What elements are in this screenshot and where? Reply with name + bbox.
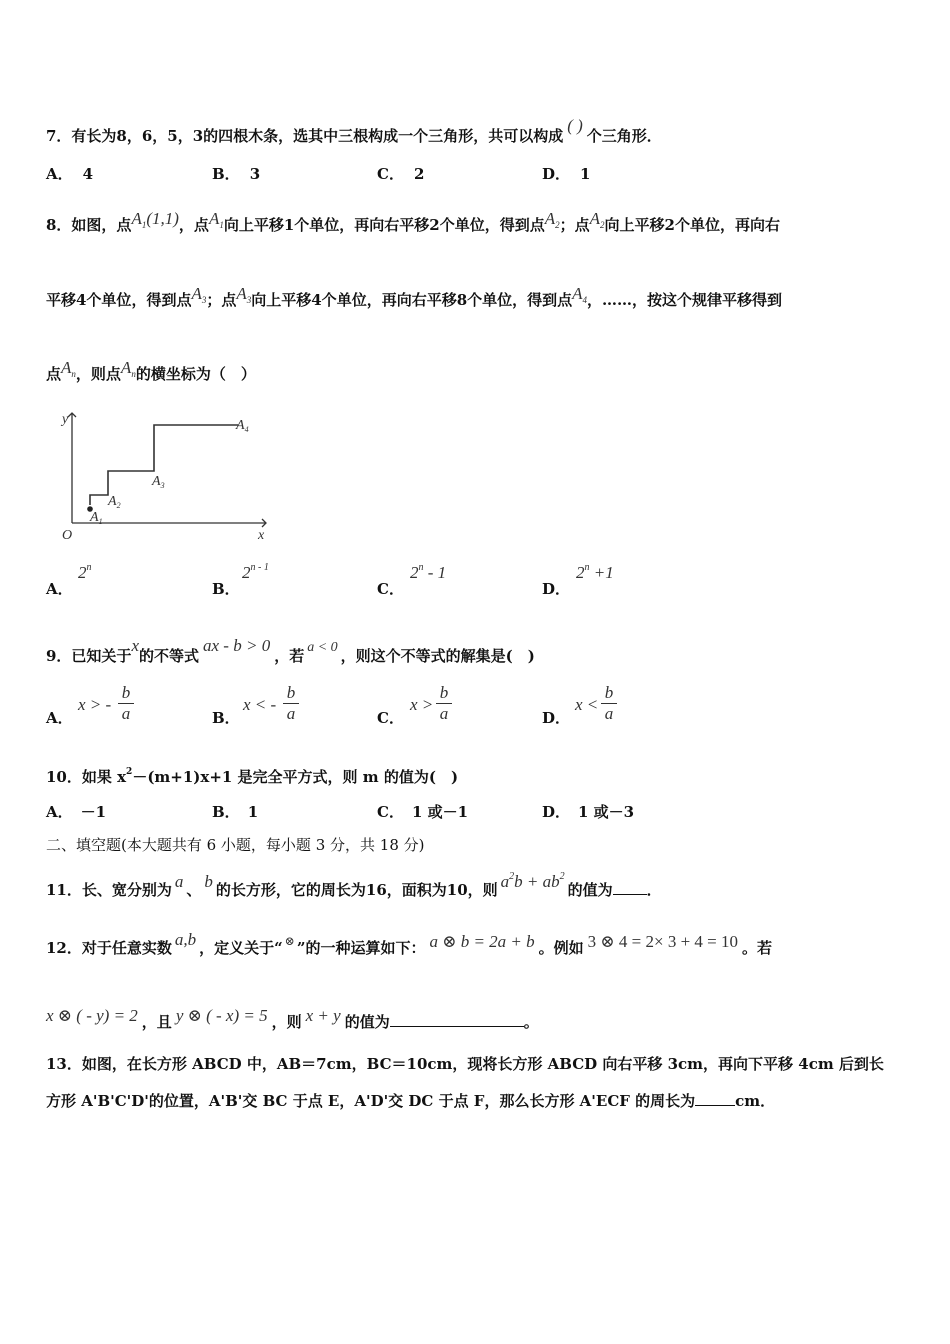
section-2-heading: 二、填空题(本大题共有 6 小题，每小题 3 分，共 18 分)	[46, 836, 425, 854]
a1-label: $A_1$	[90, 510, 103, 526]
a2-label: $A_2$	[108, 494, 121, 510]
q8-option-a[interactable]: A．	[46, 580, 73, 598]
q8-option-c-math: 2$^n$ - 1	[410, 562, 447, 582]
q10-option-d[interactable]: D． 1 或－3	[542, 803, 635, 821]
q12-line2: x ⊗ ( - y) = 2 ，且 y ⊗ ( - x) = 5 ，则 x + y 的值为 。	[46, 1006, 539, 1031]
q9-option-d-lhs: x <	[575, 695, 599, 714]
q8-option-d-math: $2^n +1$	[576, 562, 614, 582]
q9-option-b[interactable]: B．	[212, 709, 240, 727]
staircase-path	[90, 425, 238, 505]
q9-option-d[interactable]: D．	[542, 709, 571, 727]
q7-tail: 个三角形．	[586, 127, 662, 145]
q7-option-a[interactable]: A． 4	[46, 165, 94, 183]
q7-option-c[interactable]: C． 2	[377, 165, 425, 183]
q10-option-b[interactable]: B． 1	[212, 803, 259, 821]
a3-label: $A_3$	[152, 474, 165, 490]
q8-line1: 8．如图，点$A_1(1,1)$，点$A_1$向上平移1个单位，再向右平移2个单位，得到点$A_2$；点$A_2$向上平移2个单位，再向右	[46, 209, 780, 234]
q10-stem: 10．如果 $x^2-(m+1)x+1$ 是完全平方式，则 m 的值为( )	[46, 767, 459, 786]
q9-option-b-lhs: x < -	[243, 695, 277, 714]
q9-option-a-fraction: $\frac{b}{a}$	[118, 683, 134, 724]
q7-text: 7．有长为8，6，5，3的四根木条，选其中三根构成一个三角形，共可以构成	[46, 127, 564, 145]
q9-option-d-fraction: $\frac{b}{a}$	[601, 683, 617, 724]
q9-option-b-fraction: $\frac{b}{a}$	[283, 683, 299, 724]
q8-option-d[interactable]: D．	[542, 580, 571, 598]
q8-option-b-math: 2$^{n - 1}$	[242, 562, 269, 582]
q7-option-d[interactable]: D． 1	[542, 165, 591, 183]
q13-answer-blank[interactable]	[695, 1091, 735, 1106]
q11-stem: 11．长、宽分别为 a 、 b 的长方形，它的周长为16，面积为10，则 $a^2b + ab^2$的值为 ．	[46, 871, 662, 899]
q10-option-c[interactable]: C． 1 或－1	[377, 803, 469, 821]
q9-stem: 9．已知关于x的不等式ax - b > 0，若 a < 0 ，则这个不等式的解集是( )	[46, 636, 535, 665]
q8-option-b[interactable]: B．	[212, 580, 240, 598]
q13-line1: 13．如图，在长方形 ABCD 中，AB＝7cm，BC＝10cm，现将长方形 ABCD 向右平移 3cm，再向下平移 4cm 后到长	[46, 1055, 884, 1073]
q12-line1: 12．对于任意实数 a,b ，定义关于“ ⊗ ”的一种运算如下： a ⊗ b = 2a + b 。例如 3 ⊗ 4 = 2× 3 + 4 = 10 。若	[46, 930, 773, 957]
q9-option-a-lhs: x > -	[78, 695, 112, 714]
q7-paren: ( )	[567, 116, 583, 135]
q8-figure	[58, 405, 288, 545]
q11-answer-blank[interactable]	[613, 880, 647, 895]
q8-option-c[interactable]: C．	[377, 580, 404, 598]
q9-option-c-fraction: $\frac{b}{a}$	[436, 683, 452, 724]
q13-line2: 方形 A'B'C'D'的位置，A'B'交 BC 于点 E，A'D'交 DC 于点 F，那么长方形 A'ECF 的周长为 cm．	[46, 1092, 776, 1110]
a4-label: $A_4$	[236, 418, 249, 434]
q8-option-a-math: 2$^n$	[78, 562, 92, 582]
origin-label: O	[62, 528, 73, 543]
q9-option-c[interactable]: C．	[377, 709, 404, 727]
q8-line2: 平移4个单位，得到点$A_3$；点$A_3$向上平移4个单位，再向右平移8个单位，得到点$A_4$，……，按这个规律平移得到	[46, 284, 783, 309]
q7-option-b[interactable]: B． 3	[212, 165, 261, 183]
x-label: x	[258, 528, 265, 543]
q7-stem	[46, 116, 662, 146]
q10-option-a[interactable]: A． －1	[46, 803, 107, 821]
q8-line3: 点$A_n$，则点$A_n$的横坐标为（ ）	[46, 358, 256, 383]
q9-option-a[interactable]: A．	[46, 709, 73, 727]
q12-answer-blank[interactable]	[390, 1012, 524, 1027]
q9-option-c-lhs: x >	[410, 695, 434, 714]
y-label: y	[62, 412, 69, 427]
